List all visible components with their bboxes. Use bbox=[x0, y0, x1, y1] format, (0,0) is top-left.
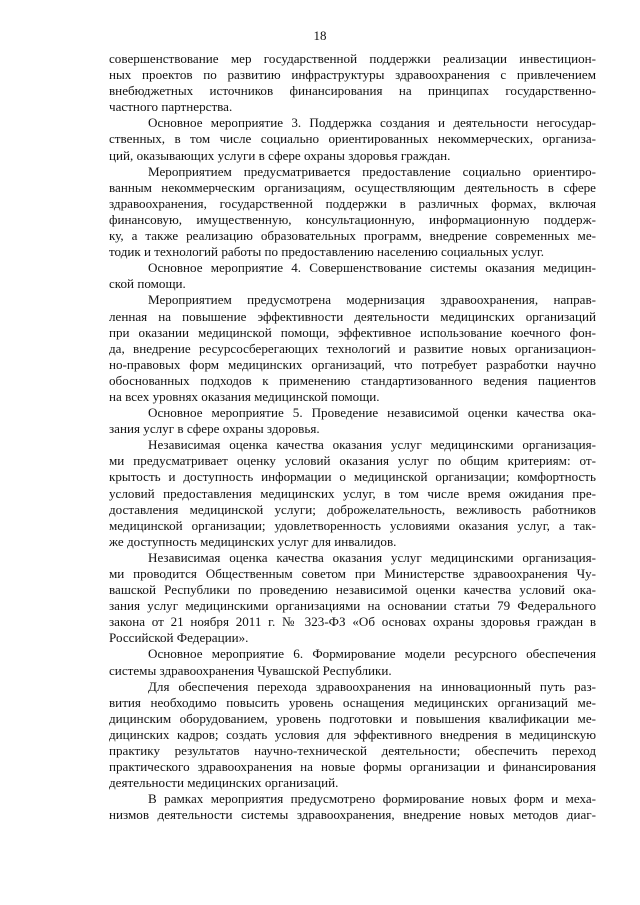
text-line: ленная на повышение эффективности деятельности медицинских организаций bbox=[109, 308, 596, 324]
paragraph bbox=[109, 405, 596, 437]
text-line: деятельности медицинских организаций. bbox=[109, 775, 339, 791]
text-line: зания услуг медицинскими организациями на основании статьи 79 Федерального bbox=[109, 598, 596, 614]
paragraph bbox=[109, 679, 596, 792]
text-line: практического здравоохранения на новые формы организации и финансирования bbox=[109, 759, 596, 775]
text-line: Основное мероприятие 4. Совершенствование системы оказания медицин- bbox=[148, 260, 596, 276]
text-line: Мероприятием предусмотрена модернизация здравоохранения, направ- bbox=[148, 292, 596, 308]
paragraph bbox=[109, 164, 596, 261]
text-line: низмов деятельности системы здравоохранения, внедрение новых методов диаг- bbox=[109, 807, 596, 823]
text-line: Основное мероприятие 3. Поддержка создания и деятельности негосудар- bbox=[148, 115, 596, 131]
text-line: ми предусматривает оценку условий оказания услуг по общим критериям: от- bbox=[109, 453, 596, 469]
text-line: зания услуг в сфере охраны здоровья. bbox=[109, 421, 320, 437]
text-line: ванным некоммерческим организациям, осуществляющим деятельность в сфере bbox=[109, 179, 596, 195]
text-line: ций, оказывающих услуги в сфере охраны здоровья граждан. bbox=[109, 147, 451, 163]
text-line: крытость и доступность информации о медицинской организации; комфортность bbox=[109, 469, 596, 485]
text-line: ственных, в том числе социально ориентированных некоммерческих, организа- bbox=[109, 131, 596, 147]
text-line: да, внедрение ресурсосберегающих технологий и развитие новых организацион- bbox=[109, 340, 596, 356]
text-line: Основное мероприятие 6. Формирование модели ресурсного обеспечения bbox=[148, 646, 596, 662]
text-line: ку, а также реализацию образовательных программ, внедрение современных ме- bbox=[109, 228, 596, 244]
text-line: закона от 21 ноября 2011 г. № 323-ФЗ «Об основах охраны здоровья граждан в bbox=[109, 614, 596, 630]
text-line: при оказании медицинской помощи, эффективное использование коечного фон- bbox=[109, 324, 596, 340]
page-number: 18 bbox=[313, 28, 327, 43]
text-line: системы здравоохранения Чувашской Республики. bbox=[109, 662, 392, 678]
text-line: же доступность медицинских услуг для инвалидов. bbox=[109, 533, 397, 549]
text-line: доставления медицинской услуги; доброжелательность, вежливость работников bbox=[109, 501, 596, 517]
text-line: частного партнерства. bbox=[109, 99, 233, 115]
paragraph bbox=[109, 550, 596, 647]
text-line: Для обеспечения перехода здравоохранения на инновационный путь раз- bbox=[148, 678, 596, 694]
text-line: Основное мероприятие 5. Проведение независимой оценки качества ока- bbox=[148, 405, 596, 421]
text-line: но-правовых форм медицинских организаций, что потребует разработки научно bbox=[109, 356, 596, 372]
text-line: дицинским оборудованием, уровень подготовки и повышения квалификации ме- bbox=[109, 710, 596, 726]
text-line: внебюджетных источников финансирования на принципах государственно- bbox=[109, 83, 596, 99]
text-line: вашской Республики по проведению независимой оценки качества условий ока- bbox=[109, 582, 596, 598]
text-line: на всех уровнях оказания медицинской помощи. bbox=[109, 388, 380, 404]
text-line: тодик и технологий работы по предоставлению населению социальных услуг. bbox=[109, 244, 545, 260]
paragraph bbox=[109, 292, 596, 405]
paragraph bbox=[109, 437, 596, 550]
body-text bbox=[109, 51, 596, 824]
text-line: финансовую, имущественную, консультационную, информационную поддерж- bbox=[109, 211, 596, 227]
text-line: ми проводится Общественным советом при Министерстве здравоохранения Чу- bbox=[109, 566, 596, 581]
text-line: ных проектов по развитию инфраструктуры здравоохранения с привлечением bbox=[109, 67, 596, 83]
text-line: вития необходимо повысить уровень оснащения медицинских организаций ме- bbox=[109, 694, 596, 710]
text-line: Российской Федерации». bbox=[109, 630, 249, 646]
text-line: дицинских кадров; создать условия для эффективного внедрения в медицинскую bbox=[109, 726, 596, 742]
text-line: Мероприятием предусматривается предоставление социально ориентиро- bbox=[148, 163, 596, 179]
paragraph bbox=[109, 260, 596, 292]
paragraph bbox=[109, 51, 596, 115]
text-line: Независимая оценка качества оказания услуг медицинскими организация- bbox=[148, 437, 596, 453]
paragraph bbox=[109, 791, 596, 823]
text-line: здравоохранения, государственной поддержки в различных формах, включая bbox=[109, 195, 596, 211]
text-line: В рамках мероприятия предусмотрено формирование новых форм и меха- bbox=[148, 791, 596, 807]
paragraph bbox=[109, 115, 596, 163]
text-line: обоснованных подходов к применению стандартизованного ведения пациентов bbox=[109, 372, 596, 388]
paragraph bbox=[109, 646, 596, 678]
text-line: условий предоставления медицинских услуг, в том числе время ожидания пре- bbox=[109, 485, 596, 501]
text-line: ской помощи. bbox=[109, 276, 186, 292]
text-line: практику результатов научно-технической деятельности; обеспечить переход bbox=[109, 743, 596, 759]
text-line: совершенствование мер государственной поддержки реализации инвестицион- bbox=[109, 51, 596, 66]
text-line: Независимая оценка качества оказания услуг медицинскими организация- bbox=[148, 549, 596, 565]
text-line: медицинской организации; удовлетворенность условиями оказания услуг, а так- bbox=[109, 517, 596, 533]
